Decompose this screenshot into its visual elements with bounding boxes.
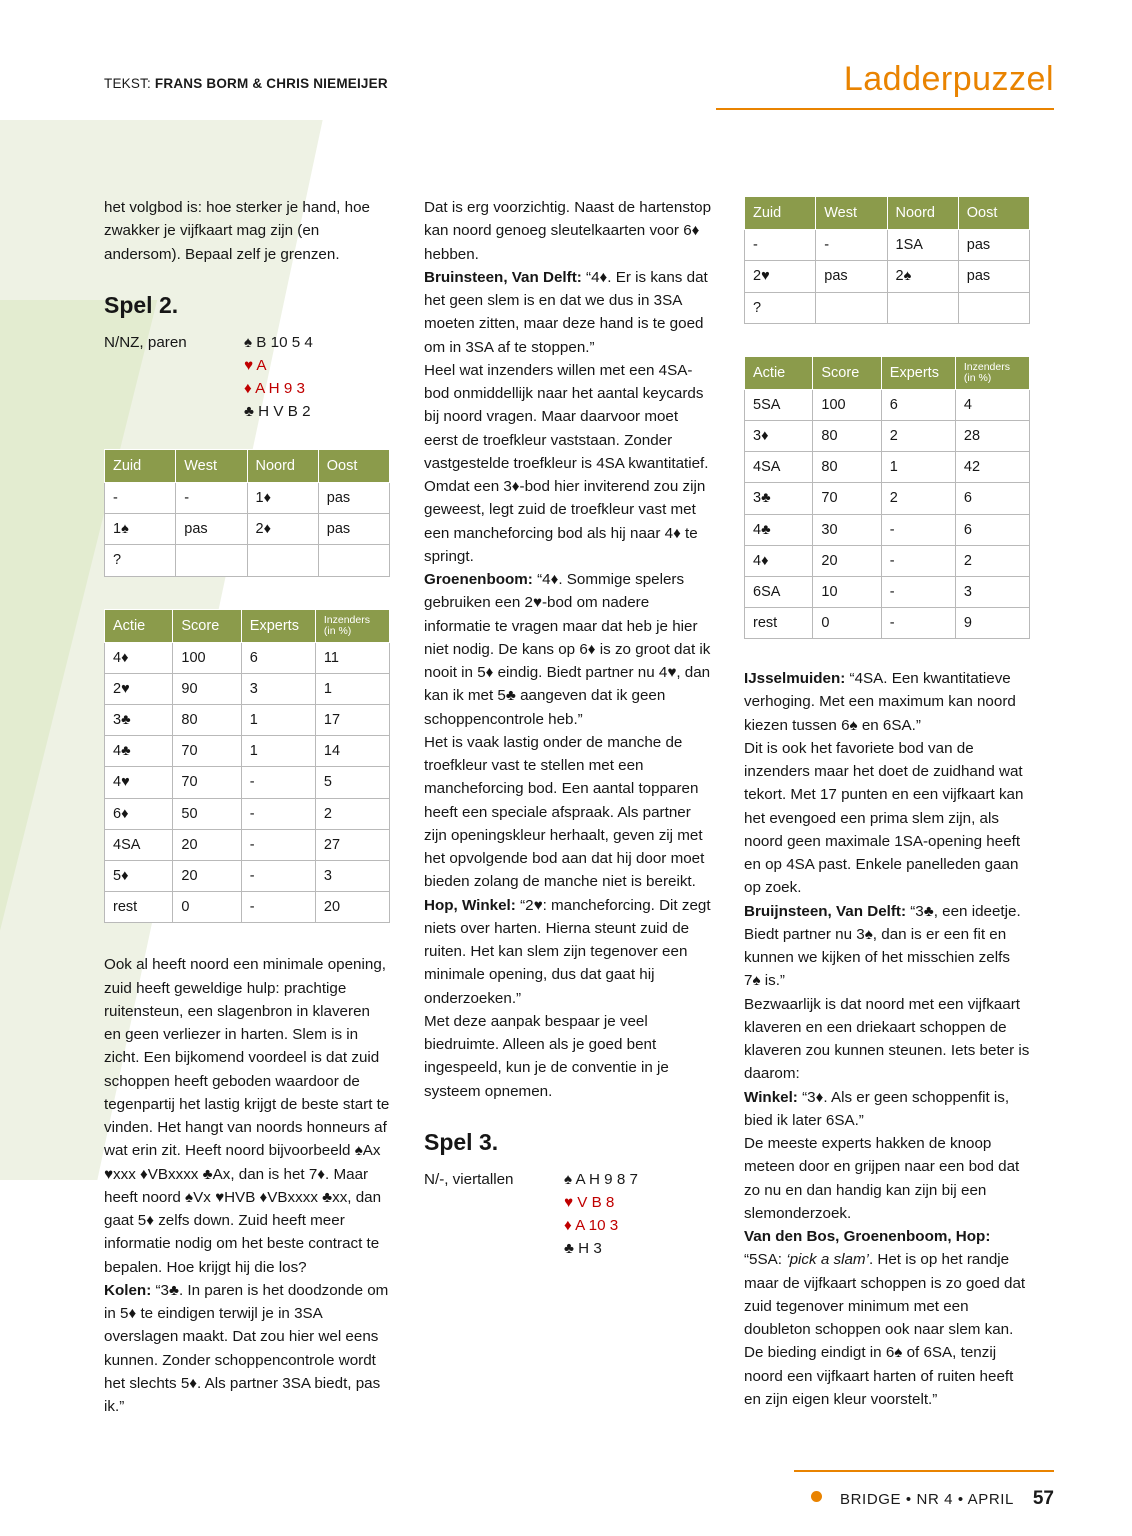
table-row xyxy=(105,705,390,736)
expert-name: Kolen: xyxy=(104,1281,152,1299)
footer-dot-icon xyxy=(811,1491,822,1502)
expert-text: “4SA. Een kwantitatieve verhoging. Met een maximum kan noord kiezen tussen 6♠ en 6SA.” xyxy=(744,670,1016,734)
expert-quote-ijsselmuiden xyxy=(744,667,1030,737)
bid-cell xyxy=(958,292,1029,323)
bid-col-west: West xyxy=(176,449,247,482)
bid-cell xyxy=(816,292,887,323)
section-title-spel2: Spel 2. xyxy=(104,291,179,318)
score-cell: 4♣ xyxy=(745,514,813,545)
expert-text: “3♣, een ideetje. Biedt partner nu 3♠, dan is er een fit en kunnen we kijken of het misschien zelfs 7♠ is.” xyxy=(744,902,1021,990)
score-cell: 4♣ xyxy=(105,736,173,767)
expert-text: “3♣. In paren is het doodzonde om in 5♦ te eindigen terwijl je in 3SA overslagen maakt. Dat zou hier wel eens kunnen. Zonder schoppencontrole wordt het slechts 5♦. Als partner 3SA biedt, pas ik.” xyxy=(104,1281,389,1416)
score-cell: - xyxy=(881,514,955,545)
hand-diamonds: ♦ A 10 3 xyxy=(564,1217,619,1235)
score-cell: rest xyxy=(745,608,813,639)
score-cell: 3 xyxy=(241,673,315,704)
score-cell: 30 xyxy=(813,514,881,545)
bid-cell: pas xyxy=(958,261,1029,292)
score-cell: 5♦ xyxy=(105,861,173,892)
hand-spades: ♠ B 10 5 4 xyxy=(244,333,313,351)
footer-rule xyxy=(794,1470,1054,1472)
score-col-inzenders-sub: (in %) xyxy=(963,371,992,384)
middle-paragraph-4: Met deze aanpak bespaar je veel biedruimte. Alleen als je goed bent ingespeeld, kun je de conventie in je systeem opnemen. xyxy=(424,1012,669,1100)
hand-hearts: ♥ A xyxy=(244,357,267,375)
score-cell: 2 xyxy=(955,545,1029,576)
expert-text-emphasis: ‘pick a slam’ xyxy=(786,1251,869,1269)
expert-name: Van den Bos, Groenenboom, Hop: xyxy=(744,1228,991,1246)
score-cell: 2 xyxy=(881,483,955,514)
bid-col-noord: Noord xyxy=(247,449,318,482)
expert-name: Winkel: xyxy=(744,1088,798,1106)
score-cell: 100 xyxy=(813,389,881,420)
table-row xyxy=(105,829,390,860)
page-number: 57 xyxy=(1032,1488,1054,1509)
score-cell: - xyxy=(881,576,955,607)
hand-clubs: ♣ H 3 xyxy=(564,1240,602,1258)
score-cell: 11 xyxy=(315,642,389,673)
expert-quote-hop-winkel xyxy=(424,894,712,1010)
score-table-spel3 xyxy=(744,356,1030,640)
bid-cell: - xyxy=(745,230,816,261)
table-row xyxy=(105,483,390,514)
expert-text: “3♦. Als er geen schoppenfit is, bied ik later 6SA.” xyxy=(744,1088,1010,1129)
intro-paragraph: het volgbod is: hoe sterker je hand, hoe zwakker je vijfkaart mag zijn (en andersom). Bepaal zelf je grenzen. xyxy=(104,199,370,263)
expert-name: Groenenboom: xyxy=(424,571,533,588)
score-cell: 20 xyxy=(813,545,881,576)
right-paragraph-2: Bezwaarlijk is dat noord met een vijfkaart klaveren en een driekaart schoppen de klaveren zou kunnen steunen. Iets beter is daarom: xyxy=(744,995,1030,1083)
middle-paragraph-1: Dat is erg voorzichtig. Naast de hartenstop kan noord genoeg sleutelkaarten voor 6♦ hebben. xyxy=(424,199,712,263)
score-cell: - xyxy=(881,608,955,639)
bid-cell xyxy=(887,292,958,323)
page-header xyxy=(104,62,1054,114)
score-col-inzenders xyxy=(315,609,389,642)
byline xyxy=(104,76,388,91)
score-col-inzenders xyxy=(955,356,1029,389)
column-left xyxy=(104,196,390,1418)
column-right xyxy=(744,196,1030,1411)
bid-col-noord: Noord xyxy=(887,197,958,230)
score-cell: 6♦ xyxy=(105,798,173,829)
expert-quote-winkel xyxy=(744,1086,1030,1133)
expert-text: . Het is op het randje maar de vijfkaart schoppen is zo goed dat zuid tegenover minimum met een doubleton schoppen ook naar slem kan. De bieding eindigt in 6♠ of 6SA, tenzij noord een vijfkaart harten of ruiten heeft en zijn eigen kleur voorstelt.” xyxy=(744,1251,1026,1408)
score-cell: 10 xyxy=(813,576,881,607)
score-col-inzenders-sub: (in %) xyxy=(323,624,352,637)
table-row xyxy=(745,514,1030,545)
bid-col-west: West xyxy=(816,197,887,230)
score-cell: 1 xyxy=(315,673,389,704)
score-cell: 1 xyxy=(881,452,955,483)
column-middle xyxy=(424,196,712,1276)
hand-hearts: ♥ V B 8 xyxy=(564,1194,615,1212)
right-paragraph-3: De meeste experts hakken de knoop meteen door en grijpen naar een bod dat zo nu en dan handig kan zijn bij een slemonderzoek. xyxy=(744,1135,1020,1222)
score-cell: 3 xyxy=(315,861,389,892)
expert-quote-bruinsteen-vandelft xyxy=(424,266,712,359)
score-cell: - xyxy=(881,545,955,576)
page-title: Ladderpuzzel xyxy=(843,60,1054,98)
score-cell: 4♥ xyxy=(105,767,173,798)
expert-text-prefix: “5SA: xyxy=(744,1251,787,1269)
expert-text: “4♦. Sommige spelers gebruiken een 2♥-bod om nadere informatie te vragen maar dat heb je hier niet nodig. De kans op 6♦ is zo groot dat ik nooit in 5♦ eindig. Biedt partner nu 4♥, dan kan ik met 5♣ aangeven dat ik geen schoppencontrole heb.” xyxy=(424,571,711,728)
table-row xyxy=(105,892,390,923)
hand-clubs: ♣ H V B 2 xyxy=(244,403,311,421)
score-cell: 6 xyxy=(955,514,1029,545)
hand-diamonds: ♦ A H 9 3 xyxy=(244,380,305,398)
expert-name: Bruinsteen, Van Delft: xyxy=(424,268,582,286)
score-cell: - xyxy=(241,829,315,860)
header-rule xyxy=(716,108,1054,110)
hand-spades: ♠ A H 9 8 7 xyxy=(564,1170,638,1188)
middle-paragraph-3: Het is vaak lastig onder de manche de troefkleur vast te stellen met een mancheforcing bod. Een aantal topparen heeft een speciale afspraak. Als partner zijn openingskleur herhaalt, geven zij met het opvolgende bod aan dat hij door moet bieden zolang de manche niet is bereikt. xyxy=(424,733,705,891)
score-cell: 4♦ xyxy=(105,642,173,673)
table-row xyxy=(105,673,390,704)
bid-cell: 1♦ xyxy=(247,483,318,514)
bid-cell: - xyxy=(816,230,887,261)
deal-info-spel2 xyxy=(104,331,390,439)
score-cell: 70 xyxy=(173,767,241,798)
score-cell: 3♦ xyxy=(745,421,813,452)
score-cell: 0 xyxy=(813,608,881,639)
score-cell: 70 xyxy=(813,483,881,514)
bidding-table-spel2 xyxy=(104,449,390,577)
bid-cell: - xyxy=(105,483,176,514)
vulnerability-spel2: N/NZ, paren xyxy=(104,333,187,351)
table-row xyxy=(105,861,390,892)
table-header-row xyxy=(105,449,390,482)
score-cell: 9 xyxy=(955,608,1029,639)
bid-cell xyxy=(176,545,247,576)
score-cell: 5 xyxy=(315,767,389,798)
right-paragraph-1: Dit is ook het favoriete bod van de inzenders maar het doet de zuidhand wat tekort. Met 17 punten en een vijfkaart kan het evengoed een prima slem zijn, als noord geen maximale 1SA-opening heeft en op 4SA past. Enkele panelleden gaan op zoek. xyxy=(744,739,1024,897)
score-col-actie: Actie xyxy=(745,356,813,389)
score-col-experts: Experts xyxy=(881,356,955,389)
score-cell: 6 xyxy=(241,642,315,673)
score-cell: 3♣ xyxy=(105,705,173,736)
table-row xyxy=(745,545,1030,576)
bid-cell xyxy=(247,545,318,576)
vulnerability-spel3: N/-, viertallen xyxy=(424,1170,514,1188)
score-col-inzenders-main: Inzenders xyxy=(323,613,370,626)
bid-cell xyxy=(318,545,389,576)
bid-col-zuid: Zuid xyxy=(105,449,176,482)
score-cell: 1 xyxy=(241,736,315,767)
score-cell: - xyxy=(241,798,315,829)
expert-name: Bruijnsteen, Van Delft: xyxy=(744,902,907,920)
score-cell: 20 xyxy=(173,861,241,892)
score-col-score: Score xyxy=(173,609,241,642)
score-cell: 100 xyxy=(173,642,241,673)
expert-quote-groenenboom xyxy=(424,568,712,731)
score-cell: 27 xyxy=(315,829,389,860)
score-cell: 80 xyxy=(173,705,241,736)
table-row xyxy=(105,736,390,767)
bid-col-oost: Oost xyxy=(318,449,389,482)
score-cell: 20 xyxy=(315,892,389,923)
score-cell: 80 xyxy=(813,452,881,483)
table-row xyxy=(745,576,1030,607)
score-col-actie: Actie xyxy=(105,609,173,642)
score-cell: 70 xyxy=(173,736,241,767)
byline-names: FRANS BORM & CHRIS NIEMEIJER xyxy=(154,76,388,91)
bid-cell: 2♥ xyxy=(745,261,816,292)
score-cell: 2 xyxy=(315,798,389,829)
table-row xyxy=(745,292,1030,323)
bid-cell: ? xyxy=(105,545,176,576)
score-cell: 1 xyxy=(241,705,315,736)
bid-cell: 1SA xyxy=(887,230,958,261)
bid-cell: 2♠ xyxy=(887,261,958,292)
bid-cell: pas xyxy=(318,483,389,514)
deal-info-spel3 xyxy=(424,1168,712,1276)
page-footer xyxy=(0,1468,1132,1509)
bid-cell: pas xyxy=(816,261,887,292)
analysis-paragraph-1: Ook al heeft noord een minimale opening, zuid heeft geweldige hulp: prachtige ruitensteun, een slagenbron in klaveren en geen verliezer in harten. Slem is in zicht. Een bijkomend voordeel is dat zuid schoppen heeft geboden waardoor de tegenpartij het lastig krijgt de beste start te vinden. Het hangt van noords honneurs af wat erin zit. Heeft noord bijvoorbeeld ♠Ax ♥xxx ♦VBxxxx ♣Ax, dan is het 7♦. Maar heeft noord ♠Vx ♥HVB ♦VBxxxx ♣xx, dan gaat 5♦ zelfs down. Zuid heeft meer informatie nodig om het beste contract te bepalen. Hoe krijgt hij die los? xyxy=(104,956,390,1276)
score-cell: 6SA xyxy=(745,576,813,607)
footer-issue-text: BRIDGE • NR 4 • APRIL xyxy=(840,1491,1014,1508)
score-cell: 14 xyxy=(315,736,389,767)
score-cell: 80 xyxy=(813,421,881,452)
score-cell: 4♦ xyxy=(745,545,813,576)
table-header-row xyxy=(745,197,1030,230)
bid-cell: 2♦ xyxy=(247,514,318,545)
table-header-row xyxy=(745,356,1030,389)
table-row xyxy=(745,483,1030,514)
table-row xyxy=(745,421,1030,452)
table-row xyxy=(745,608,1030,639)
expert-text: “4♦. Er is kans dat het geen slem is en dat we dus in 3SA moeten zitten, maar deze hand is te goed om in 3SA af te stoppen.” xyxy=(424,268,708,356)
middle-paragraph-2: Heel wat inzenders willen met een 4SA-bod onmiddellijk naar het aantal keycards bij noord vragen. Maar daarvoor moet eerst de troefkleur vaststaan. Zonder vastgestelde troefkleur is 4SA kwantitatief. Omdat een 3♦-bod hier inviterend zou zijn geweest, legt zuid de troefkleur vast met een mancheforcing bod als hij naar 4♦ te springt. xyxy=(424,361,709,565)
score-cell: 2♥ xyxy=(105,673,173,704)
bid-col-oost: Oost xyxy=(958,197,1029,230)
hand-diagram-spel3 xyxy=(564,1168,638,1260)
score-cell: rest xyxy=(105,892,173,923)
score-cell: 42 xyxy=(955,452,1029,483)
byline-label: TEKST: xyxy=(104,76,151,91)
score-cell: 28 xyxy=(955,421,1029,452)
bid-cell: 1♠ xyxy=(105,514,176,545)
bid-cell: - xyxy=(176,483,247,514)
bid-cell: pas xyxy=(318,514,389,545)
score-cell: 50 xyxy=(173,798,241,829)
score-cell: 20 xyxy=(173,829,241,860)
table-row xyxy=(745,452,1030,483)
score-cell: 2 xyxy=(881,421,955,452)
score-cell: 4 xyxy=(955,389,1029,420)
score-cell: 6 xyxy=(955,483,1029,514)
bid-col-zuid: Zuid xyxy=(745,197,816,230)
score-cell: 90 xyxy=(173,673,241,704)
score-cell: 3♣ xyxy=(745,483,813,514)
score-cell: 17 xyxy=(315,705,389,736)
expert-name: IJsselmuiden: xyxy=(744,670,846,688)
table-row xyxy=(105,798,390,829)
bid-cell: pas xyxy=(176,514,247,545)
table-header-row xyxy=(105,609,390,642)
score-cell: 5SA xyxy=(745,389,813,420)
table-row xyxy=(745,261,1030,292)
expert-quote-vandenbos-groenenboom-hop xyxy=(744,1225,1030,1411)
hand-diagram-spel2 xyxy=(244,331,313,423)
expert-quote-kolen xyxy=(104,1279,390,1419)
expert-quote-bruijnsteen-vandelft xyxy=(744,900,1030,993)
table-row xyxy=(745,389,1030,420)
score-cell: - xyxy=(241,861,315,892)
section-title-spel3: Spel 3. xyxy=(424,1128,499,1155)
table-row xyxy=(105,642,390,673)
score-table-spel2 xyxy=(104,609,390,924)
score-cell: 6 xyxy=(881,389,955,420)
score-col-inzenders-main: Inzenders xyxy=(963,360,1010,373)
table-row xyxy=(745,230,1030,261)
table-row xyxy=(105,545,390,576)
score-cell: 4SA xyxy=(745,452,813,483)
bidding-table-spel3 xyxy=(744,196,1030,324)
expert-name: Hop, Winkel: xyxy=(424,896,516,914)
table-row xyxy=(105,767,390,798)
score-col-experts: Experts xyxy=(241,609,315,642)
bid-cell: ? xyxy=(745,292,816,323)
score-cell: 3 xyxy=(955,576,1029,607)
score-cell: 4SA xyxy=(105,829,173,860)
bid-cell: pas xyxy=(958,230,1029,261)
score-cell: - xyxy=(241,892,315,923)
score-col-score: Score xyxy=(813,356,881,389)
score-cell: - xyxy=(241,767,315,798)
expert-text: “2♥: mancheforcing. Dit zegt niets over harten. Hierna steunt zuid de ruiten. Het kan slem zijn tegenover een minimale opening, dus dat gaat hij onderzoeken.” xyxy=(424,896,711,1007)
table-row xyxy=(105,514,390,545)
score-cell: 0 xyxy=(173,892,241,923)
